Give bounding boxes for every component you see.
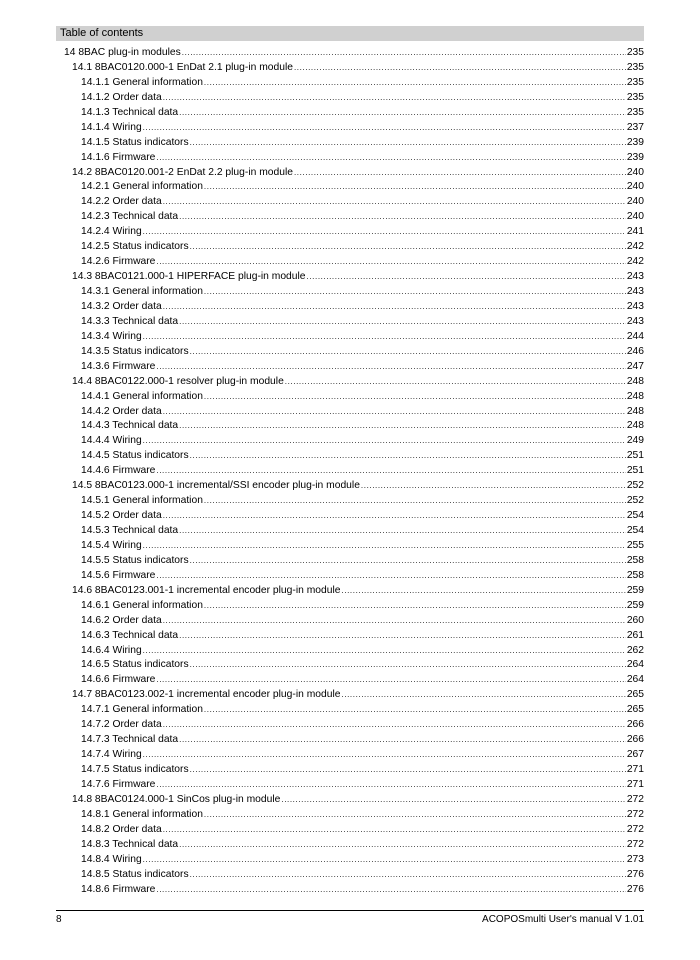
toc-entry-title: 14.1.4 Wiring (81, 121, 142, 133)
toc-entry-title: 14.7.1 General information (81, 704, 203, 716)
toc-dot-leader (190, 763, 626, 778)
toc-dot-leader (179, 733, 626, 748)
toc-entry-page: 266 (626, 734, 644, 746)
toc-entry[interactable] (64, 419, 644, 434)
toc-entry-page: 251 (626, 465, 644, 477)
toc-entry-title: 14.2.5 Status indicators (81, 241, 189, 253)
toc-entry[interactable] (64, 763, 644, 778)
toc-entry[interactable] (64, 853, 644, 868)
toc-entry-page: 258 (626, 569, 644, 581)
toc-entry-title: 14.5 8BAC0123.000-1 incremental/SSI encoder plug-in module (72, 480, 360, 492)
toc-dot-leader (179, 419, 626, 434)
toc-entry-page: 254 (626, 510, 644, 522)
toc-dot-leader (285, 375, 626, 390)
toc-dot-leader (156, 360, 625, 375)
section-header (56, 26, 644, 41)
toc-dot-leader (294, 61, 626, 76)
toc-entry[interactable] (64, 614, 644, 629)
toc-entry[interactable] (64, 121, 644, 136)
toc-entry-page: 239 (626, 151, 644, 163)
toc-entry[interactable] (64, 270, 644, 285)
toc-entry-page: 265 (626, 689, 644, 701)
toc-entry-page: 243 (626, 300, 644, 312)
toc-dot-leader (156, 255, 625, 270)
toc-entry-title: 14.5.5 Status indicators (81, 554, 189, 566)
toc-entry-page: 240 (626, 196, 644, 208)
toc-entry-page: 262 (626, 644, 644, 656)
toc-entry-page: 235 (626, 47, 644, 58)
toc-dot-leader (143, 853, 626, 868)
toc-entry-page: 235 (626, 76, 644, 88)
toc-entry[interactable] (64, 106, 644, 121)
toc-entry[interactable] (64, 584, 644, 599)
toc-entry[interactable] (64, 554, 644, 569)
toc-entry[interactable] (64, 599, 644, 614)
toc-entry[interactable] (64, 793, 644, 808)
toc-entry-title: 14.6.5 Status indicators (81, 659, 189, 671)
toc-dot-leader (143, 121, 626, 136)
toc-entry-title: 14.6.1 General information (81, 599, 203, 611)
toc-dot-leader (143, 748, 626, 763)
toc-entry[interactable] (64, 151, 644, 166)
toc-entry-page: 258 (626, 554, 644, 566)
toc-dot-leader (341, 584, 625, 599)
toc-dot-leader (190, 240, 626, 255)
toc-entry[interactable] (64, 479, 644, 494)
toc-entry-title: 14.7.5 Status indicators (81, 764, 189, 775)
toc-entry-page: 259 (626, 599, 644, 611)
toc-entry-page: 272 (626, 808, 644, 820)
toc-entry[interactable] (64, 718, 644, 733)
toc-dot-leader (190, 868, 626, 883)
toc-dot-leader (204, 703, 626, 718)
toc-dot-leader (204, 76, 626, 91)
toc-entry[interactable] (64, 748, 644, 763)
toc-dot-leader (163, 91, 626, 106)
toc-entry-page: 247 (626, 360, 644, 372)
toc-entry[interactable] (64, 300, 644, 315)
toc-entry-title: 14.3.3 Technical data (81, 315, 179, 327)
toc-entry[interactable] (64, 225, 644, 240)
toc-entry-title: 14 8BAC plug-in modules (64, 47, 181, 58)
toc-dot-leader (163, 509, 626, 524)
toc-entry-title: 14.1.3 Technical data (81, 106, 179, 118)
toc-entry-page: 243 (626, 286, 644, 297)
toc-entry-page: 255 (626, 539, 644, 551)
toc-entry-title: 14.6.2 Order data (81, 614, 162, 626)
toc-dot-leader (307, 270, 626, 285)
toc-dot-leader (204, 494, 626, 509)
toc-entry-page: 243 (626, 271, 644, 283)
toc-entry[interactable] (64, 868, 644, 883)
toc-entry-title: 14.8.5 Status indicators (81, 868, 189, 880)
toc-entry[interactable] (64, 210, 644, 225)
toc-entry-page: 276 (626, 883, 644, 895)
toc-entry-page: 235 (626, 91, 644, 103)
toc-entry-title: 14.6 8BAC0123.001-1 incremental encoder plug-in module (72, 584, 341, 596)
toc-entry-page: 260 (626, 614, 644, 626)
toc-entry-page: 242 (626, 256, 644, 268)
toc-entry-title: 14.2.4 Wiring (81, 226, 142, 238)
toc-entry-title: 14.2.2 Order data (81, 196, 162, 208)
toc-entry-page: 235 (626, 106, 644, 118)
toc-entry-title: 14.3.1 General information (81, 286, 203, 297)
toc-entry[interactable] (64, 180, 644, 195)
toc-dot-leader (156, 673, 625, 688)
toc-entry[interactable] (64, 494, 644, 509)
toc-entry-page: 243 (626, 315, 644, 327)
toc-entry-page: 261 (626, 629, 644, 641)
toc-dot-leader (143, 434, 626, 449)
toc-dot-leader (143, 539, 626, 554)
toc-entry-page: 252 (626, 480, 644, 492)
toc-dot-leader (190, 345, 626, 360)
toc-dot-leader (190, 554, 626, 569)
toc-entry[interactable] (64, 539, 644, 554)
toc-dot-leader (156, 883, 625, 898)
toc-entry-page: 276 (626, 868, 644, 880)
toc-dot-leader (182, 46, 626, 61)
toc-entry-title: 14.5.1 General information (81, 495, 203, 507)
toc-entry-page: 259 (626, 584, 644, 596)
footer-page-number: 8 (56, 914, 62, 925)
toc-entry-title: 14.3.5 Status indicators (81, 345, 189, 357)
toc-entry[interactable] (64, 449, 644, 464)
toc-dot-leader (341, 688, 625, 703)
toc-entry-page: 237 (626, 121, 644, 133)
toc-entry[interactable] (64, 509, 644, 524)
toc-entry[interactable] (64, 883, 644, 898)
footer-document-title: ACOPOSmulti User's manual V 1.01 (482, 914, 644, 925)
toc-entry[interactable] (64, 434, 644, 449)
toc-dot-leader (190, 449, 626, 464)
toc-dot-leader (204, 390, 626, 405)
toc-entry[interactable] (64, 464, 644, 479)
toc-entry-page: 266 (626, 719, 644, 731)
toc-entry-page: 248 (626, 405, 644, 417)
toc-dot-leader (204, 808, 626, 823)
toc-entry-page: 248 (626, 420, 644, 432)
toc-entry-title: 14.4.5 Status indicators (81, 450, 189, 462)
toc-entry[interactable] (64, 91, 644, 106)
toc-entry[interactable] (64, 644, 644, 659)
toc-dot-leader (361, 479, 626, 494)
toc-entry[interactable] (64, 823, 644, 838)
section-header-title: Table of contents (60, 27, 144, 39)
toc-entry-title: 14.5.4 Wiring (81, 539, 142, 551)
toc-dot-leader (163, 614, 626, 629)
toc-entry[interactable] (64, 345, 644, 360)
toc-entry-page: 267 (626, 749, 644, 761)
toc-entry-title: 14.2.6 Firmware (81, 256, 156, 268)
toc-entry-title: 14.7.6 Firmware (81, 778, 156, 790)
toc-entry-page: 271 (626, 764, 644, 775)
toc-entry-title: 14.7.2 Order data (81, 719, 162, 731)
toc-entry-page: 239 (626, 136, 644, 148)
toc-entry-page: 251 (626, 450, 644, 462)
toc-dot-leader (163, 405, 626, 420)
toc-dot-leader (179, 210, 626, 225)
toc-entry-page: 244 (626, 330, 644, 342)
toc-entry-page: 264 (626, 659, 644, 671)
toc-entry-title: 14.3 8BAC0121.000-1 HIPERFACE plug-in module (72, 271, 306, 283)
toc-entry[interactable] (64, 569, 644, 584)
toc-entry-page: 241 (626, 226, 644, 238)
toc-entry-title: 14.7 8BAC0123.002-1 incremental encoder plug-in module (72, 689, 341, 701)
toc-entry-page: 272 (626, 823, 644, 835)
toc-entry-title: 14.1.6 Firmware (81, 151, 156, 163)
toc-entry-page: 264 (626, 674, 644, 686)
toc-dot-leader (163, 300, 626, 315)
toc-entry[interactable] (64, 838, 644, 853)
toc-dot-leader (163, 718, 626, 733)
toc-dot-leader (156, 569, 625, 584)
toc-entry-title: 14.3.2 Order data (81, 300, 162, 312)
toc-entry-title: 14.4.4 Wiring (81, 435, 142, 447)
toc-entry[interactable] (64, 629, 644, 644)
toc-entry[interactable] (64, 195, 644, 210)
toc-entry-title: 14.1.2 Order data (81, 91, 162, 103)
toc-entry[interactable] (64, 136, 644, 151)
toc-dot-leader (163, 195, 626, 210)
toc-dot-leader (190, 658, 626, 673)
toc-entry-title: 14.5.2 Order data (81, 510, 162, 522)
toc-entry-page: 265 (626, 704, 644, 716)
toc-entry[interactable] (64, 360, 644, 375)
table-of-contents (64, 46, 644, 897)
toc-entry-page: 240 (626, 181, 644, 193)
toc-entry[interactable] (64, 688, 644, 703)
toc-entry-title: 14.4.2 Order data (81, 405, 162, 417)
toc-entry[interactable] (64, 733, 644, 748)
toc-entry-page: 271 (626, 778, 644, 790)
toc-entry-page: 240 (626, 211, 644, 223)
toc-entry[interactable] (64, 46, 644, 61)
toc-dot-leader (204, 180, 626, 195)
toc-entry[interactable] (64, 330, 644, 345)
toc-entry-page: 254 (626, 525, 644, 536)
toc-dot-leader (179, 315, 626, 330)
toc-entry-title: 14.7.4 Wiring (81, 749, 142, 761)
toc-dot-leader (190, 136, 626, 151)
toc-entry[interactable] (64, 658, 644, 673)
toc-entry-page: 272 (626, 838, 644, 850)
toc-entry-title: 14.5.6 Firmware (81, 569, 156, 581)
toc-entry-title: 14.6.4 Wiring (81, 644, 142, 656)
toc-entry-page: 240 (626, 166, 644, 178)
toc-dot-leader (179, 838, 626, 853)
toc-entry-page: 246 (626, 345, 644, 357)
toc-entry[interactable] (64, 524, 644, 539)
toc-entry-title: 14.5.3 Technical data (81, 525, 179, 536)
toc-dot-leader (294, 166, 626, 181)
toc-entry-title: 14.3.6 Firmware (81, 360, 156, 372)
toc-entry-title: 14.8.6 Firmware (81, 883, 156, 895)
toc-entry-title: 14.1.1 General information (81, 76, 203, 88)
toc-dot-leader (143, 644, 626, 659)
toc-entry-title: 14.7.3 Technical data (81, 734, 179, 746)
toc-dot-leader (143, 225, 626, 240)
toc-entry[interactable] (64, 390, 644, 405)
toc-entry-title: 14.4.3 Technical data (81, 420, 179, 432)
toc-dot-leader (204, 285, 626, 300)
toc-entry-title: 14.8.3 Technical data (81, 838, 179, 850)
footer-divider (56, 910, 644, 911)
toc-entry-title: 14.8.2 Order data (81, 823, 162, 835)
toc-entry[interactable] (64, 76, 644, 91)
toc-dot-leader (179, 629, 626, 644)
toc-entry-page: 235 (626, 61, 644, 73)
toc-dot-leader (156, 778, 625, 793)
toc-entry-page: 252 (626, 495, 644, 507)
toc-entry[interactable] (64, 255, 644, 270)
toc-dot-leader (156, 464, 625, 479)
toc-entry-title: 14.4.6 Firmware (81, 465, 156, 477)
toc-entry-title: 14.4 8BAC0122.000-1 resolver plug-in module (72, 375, 284, 387)
toc-entry[interactable] (64, 315, 644, 330)
toc-entry-page: 248 (626, 390, 644, 402)
toc-entry-page: 248 (626, 375, 644, 387)
toc-entry-page: 272 (626, 793, 644, 805)
toc-entry[interactable] (64, 405, 644, 420)
toc-entry[interactable] (64, 285, 644, 300)
toc-entry-title: 14.6.6 Firmware (81, 674, 156, 686)
toc-entry-title: 14.6.3 Technical data (81, 629, 179, 641)
toc-entry-title: 14.8.1 General information (81, 808, 203, 820)
toc-entry-title: 14.3.4 Wiring (81, 330, 142, 342)
toc-entry[interactable] (64, 778, 644, 793)
toc-entry[interactable] (64, 808, 644, 823)
toc-entry[interactable] (64, 61, 644, 76)
toc-entry-title: 14.4.1 General information (81, 390, 203, 402)
toc-dot-leader (163, 823, 626, 838)
toc-entry[interactable] (64, 703, 644, 718)
toc-dot-leader (143, 330, 626, 345)
toc-dot-leader (179, 524, 626, 539)
toc-entry-page: 249 (626, 435, 644, 447)
toc-entry-title: 14.2.1 General information (81, 181, 203, 193)
toc-dot-leader (204, 599, 626, 614)
toc-entry[interactable] (64, 240, 644, 255)
toc-entry-title: 14.2.3 Technical data (81, 211, 179, 223)
toc-entry-title: 14.1.5 Status indicators (81, 136, 189, 148)
toc-entry[interactable] (64, 375, 644, 390)
toc-entry-title: 14.8.4 Wiring (81, 853, 142, 865)
toc-entry-title: 14.8 8BAC0124.000-1 SinCos plug-in module (72, 793, 281, 805)
toc-dot-leader (281, 793, 625, 808)
toc-dot-leader (179, 106, 626, 121)
toc-entry-title: 14.1 8BAC0120.000-1 EnDat 2.1 plug-in module (72, 61, 293, 73)
toc-entry-title: 14.2 8BAC0120.001-2 EnDat 2.2 plug-in module (72, 166, 293, 178)
toc-entry[interactable] (64, 166, 644, 181)
toc-entry-page: 273 (626, 853, 644, 865)
toc-entry-page: 242 (626, 241, 644, 253)
toc-entry[interactable] (64, 673, 644, 688)
toc-dot-leader (156, 151, 625, 166)
